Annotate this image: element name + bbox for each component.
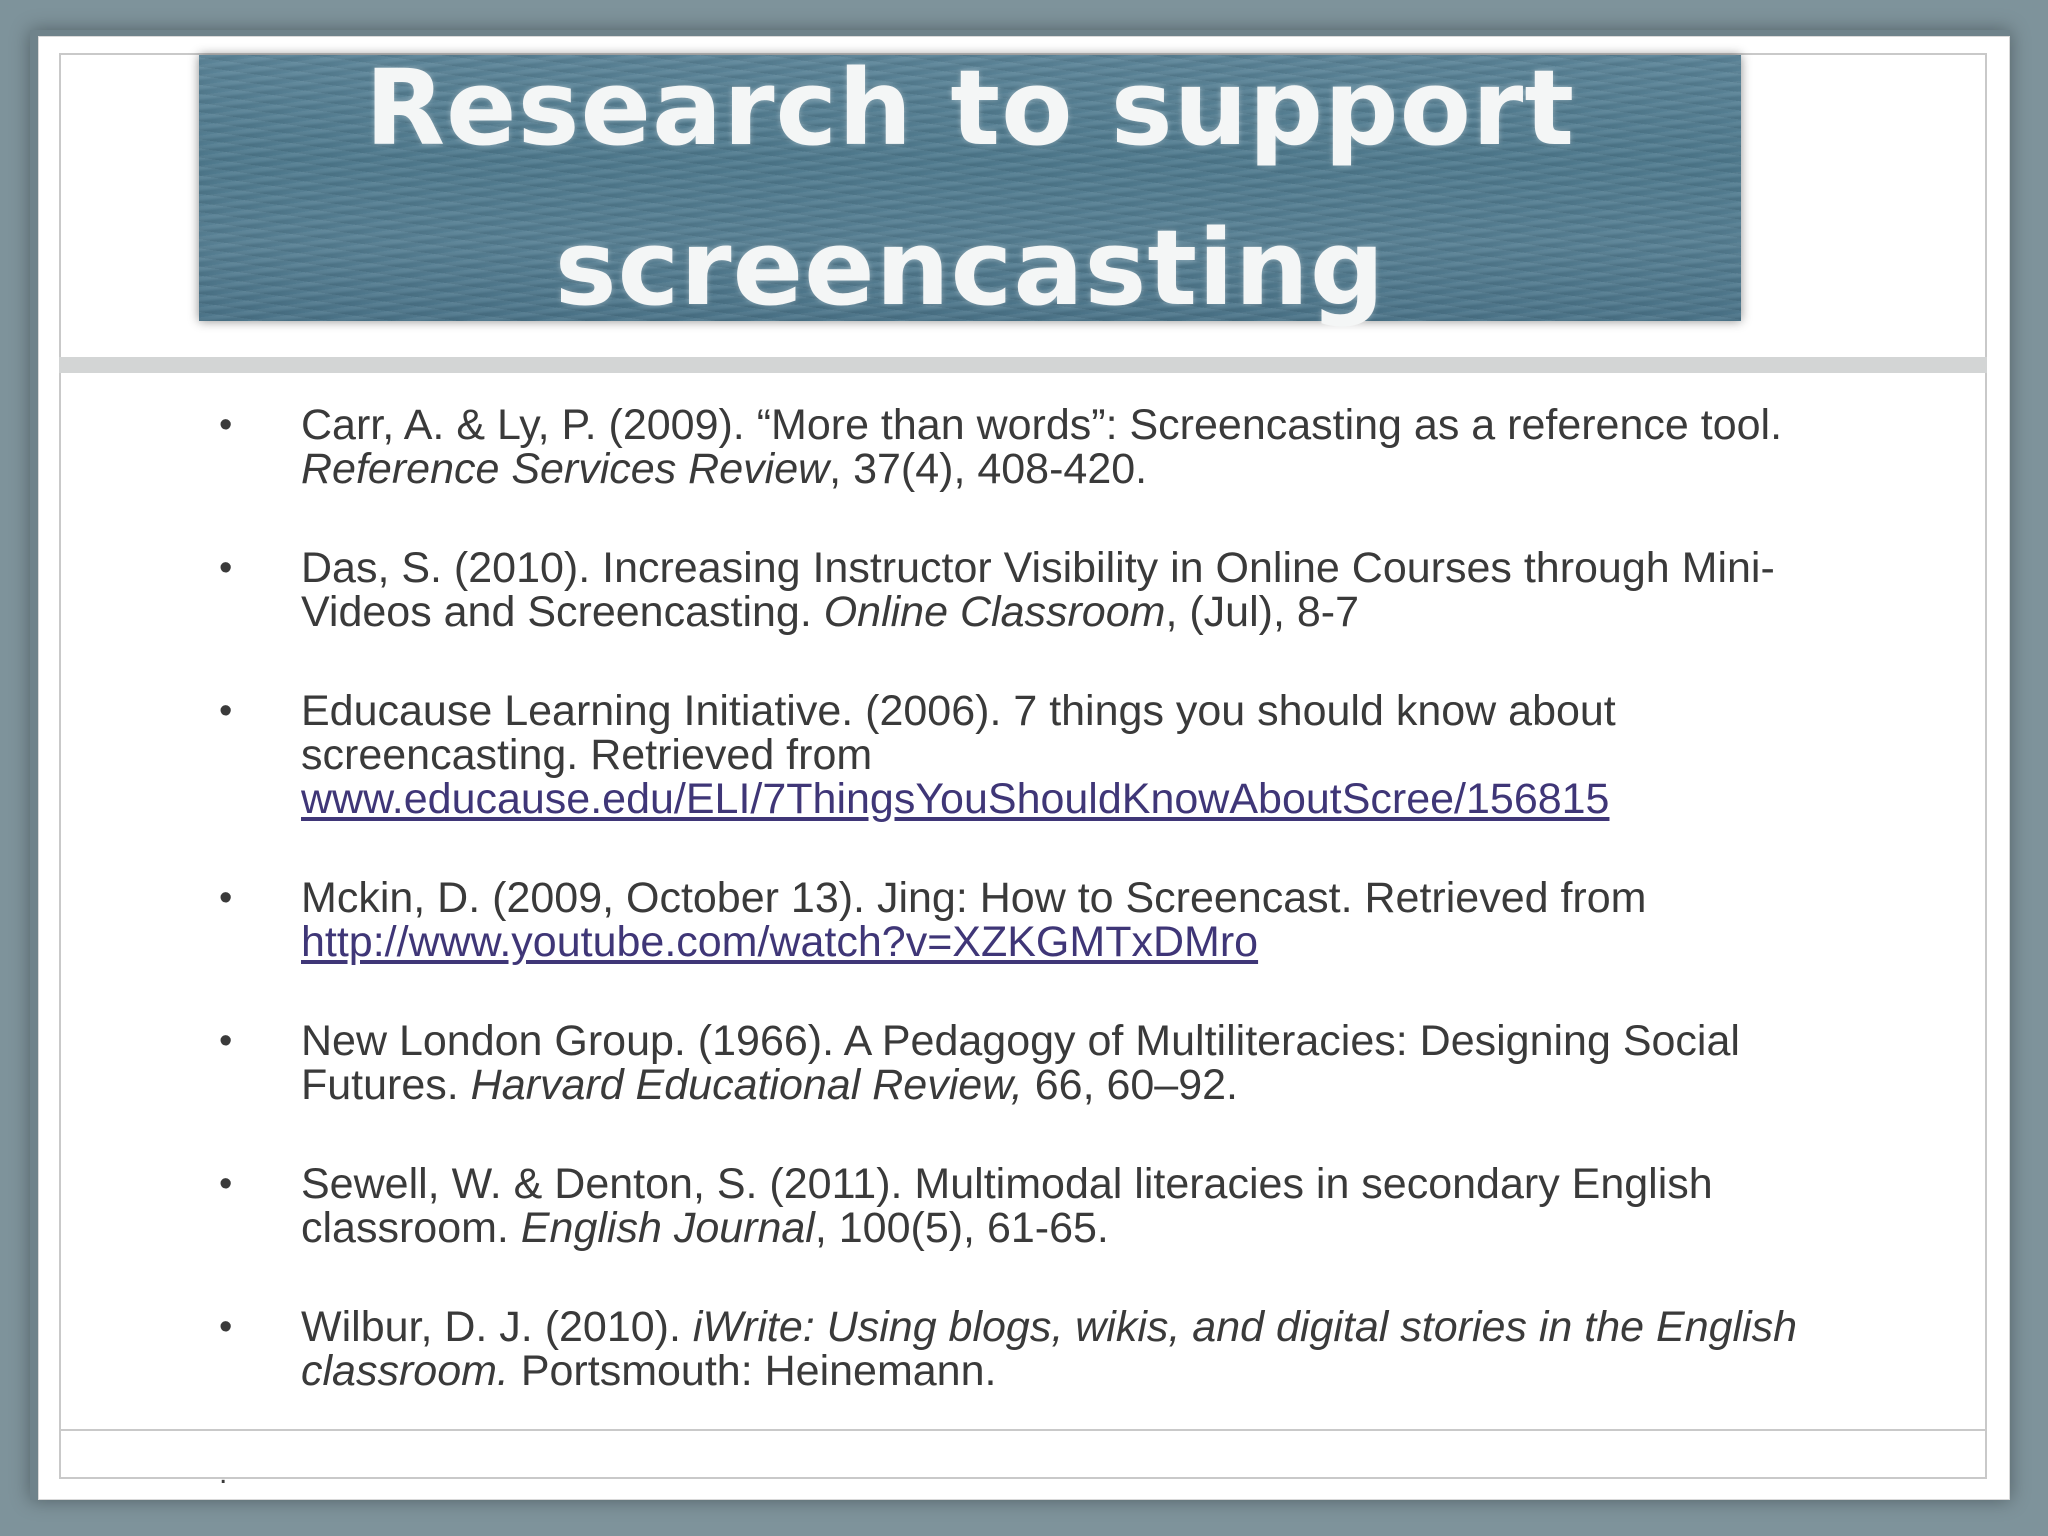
title-banner bbox=[199, 47, 1741, 329]
reference-text: Mckin, D. (2009, October 13). Jing: How to Screencast. Retrieved from bbox=[301, 874, 1647, 922]
reference-source: Online Classroom bbox=[823, 588, 1166, 636]
bullet: • bbox=[219, 404, 233, 446]
reference-link[interactable]: www.educause.edu/ELI/7ThingsYouShouldKnowAboutScree/156815 bbox=[301, 775, 1610, 823]
trailing-mark: . bbox=[219, 1457, 228, 1490]
bullet: • bbox=[219, 690, 233, 732]
reference-text: Wilbur, D. J. (2010). bbox=[301, 1303, 693, 1351]
reference-text: Sewell, W. & Denton, S. (2011). Multimodal literacies in secondary English classroom. bbox=[301, 1160, 1713, 1252]
slide-title-line-1: Research to support bbox=[364, 47, 1576, 169]
reference-item bbox=[219, 1019, 1899, 1107]
bullet: • bbox=[219, 547, 233, 589]
bullet: • bbox=[219, 1020, 233, 1062]
reference-source: Reference Services Review bbox=[301, 445, 830, 493]
reference-item bbox=[219, 1162, 1899, 1250]
reference-list bbox=[219, 403, 1899, 1448]
bullet: • bbox=[219, 1306, 233, 1348]
reference-text: New London Group. (1966). A Pedagogy of Multiliteracies: Designing Social Futures. bbox=[301, 1017, 1740, 1109]
reference-source: iWrite: Using blogs, wikis, and digital stories in the English classroom. bbox=[301, 1303, 1798, 1395]
title-divider bbox=[59, 357, 1987, 373]
reference-item bbox=[219, 546, 1899, 634]
reference-source: Harvard Educational Review, bbox=[470, 1061, 1023, 1109]
reference-details: Portsmouth: Heinemann. bbox=[508, 1347, 997, 1395]
reference-details: , 37(4), 408-420. bbox=[829, 445, 1148, 493]
slide bbox=[38, 36, 2010, 1500]
reference-details: , (Jul), 8-7 bbox=[1165, 588, 1359, 636]
bullet: • bbox=[219, 877, 233, 919]
reference-item bbox=[219, 876, 1899, 964]
reference-item bbox=[219, 403, 1899, 491]
reference-link[interactable]: http://www.youtube.com/watch?v=XZKGMTxDMro bbox=[301, 918, 1259, 966]
reference-item bbox=[219, 689, 1899, 821]
footer-divider bbox=[59, 1429, 1987, 1431]
slide-title bbox=[220, 28, 1720, 348]
reference-details: , 100(5), 61-65. bbox=[814, 1204, 1109, 1252]
slide-title-line-2: screencasting bbox=[554, 207, 1386, 329]
reference-text: Educause Learning Initiative. (2006). 7 things you should know about screencasting. Retrieved from bbox=[301, 687, 1616, 779]
bullet: • bbox=[219, 1163, 233, 1205]
reference-source: English Journal bbox=[520, 1204, 815, 1252]
reference-item bbox=[219, 1305, 1899, 1393]
reference-details: 66, 60–92. bbox=[1022, 1061, 1238, 1109]
reference-text: Das, S. (2010). Increasing Instructor Visibility in Online Courses through Mini-Videos and Screencasting. bbox=[301, 544, 1775, 636]
reference-text: Carr, A. & Ly, P. (2009). “More than words”: Screencasting as a reference tool. bbox=[301, 401, 1783, 449]
